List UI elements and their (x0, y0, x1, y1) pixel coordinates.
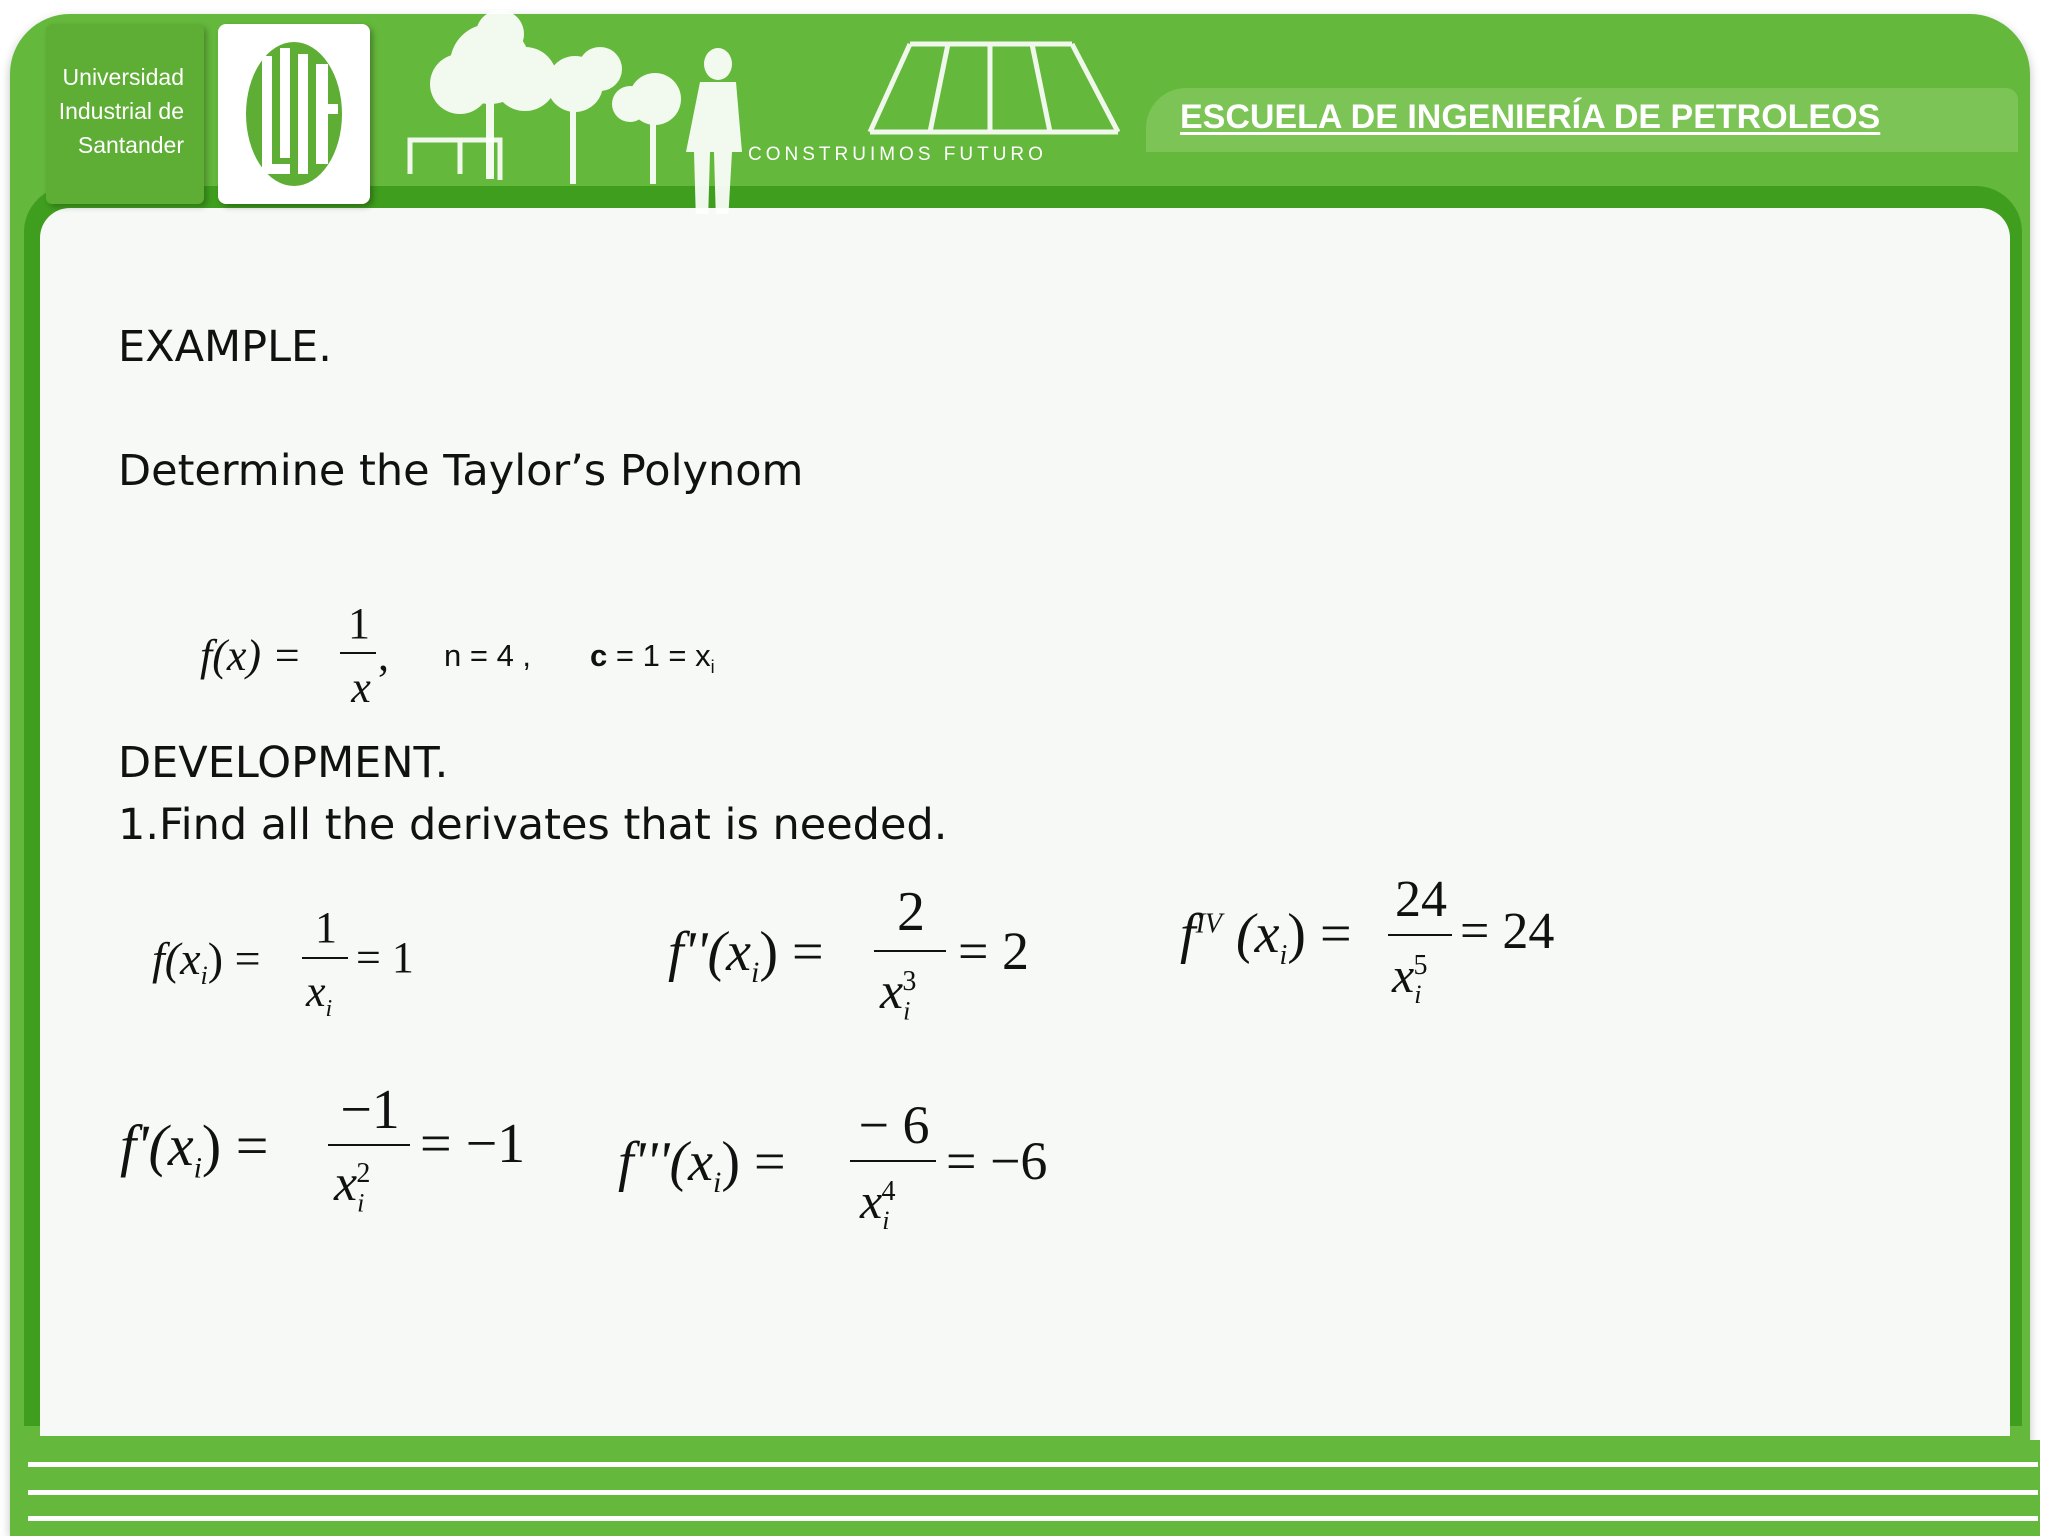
eq-f3-lhs: f'''(x (618, 1131, 713, 1193)
eq-f2-den-sub: i (903, 996, 911, 1026)
condition-c (590, 638, 715, 678)
function-definition-fraction-bar (340, 652, 376, 654)
eq-f1-den-sub: i (357, 1188, 365, 1218)
eq-f0-fraction-bar (302, 957, 348, 959)
eq-f0-denominator: x (306, 967, 326, 1016)
eq-f4-numerator: 24 (1395, 871, 1447, 928)
function-definition-lhs: f(x) = (200, 631, 302, 680)
eq-f2-result: = 2 (958, 921, 1029, 981)
eq-f4-fraction-bar (1388, 934, 1452, 936)
university-name-line-1: Universidad (62, 64, 184, 90)
eq-f4-lhs-mid: (x (1222, 903, 1280, 965)
eq-f3-lhs-sub: i (713, 1166, 722, 1200)
footer-stripe-1 (28, 1462, 2038, 1467)
uis-emblem (218, 24, 370, 204)
eq-f1-result: = −1 (420, 1113, 526, 1175)
eq-f3-lhs-end: ) = (721, 1131, 786, 1193)
eq-f0-numerator: 1 (315, 903, 337, 952)
eq-f0-result: = 1 (356, 933, 414, 982)
step-1-text: 1.Find all the derivates that is needed. (118, 800, 948, 850)
eq-f4-lhs-sup: IV (1195, 908, 1222, 940)
eq-f3-result: = −6 (946, 1131, 1048, 1191)
eq-f2-lhs-end: ) = (759, 921, 824, 983)
eq-f1-lhs-end: ) = (201, 1113, 269, 1178)
problem-statement: Determine the Taylor’s Polynom (118, 446, 804, 496)
eq-f2-den-exp: 3 (902, 965, 917, 997)
eq-f4-lhs: f (1180, 903, 1196, 965)
development-heading: DEVELOPMENT. (118, 738, 449, 788)
eq-f2-denominator: x (880, 963, 904, 1020)
eq-f2-lhs: f''(x (668, 921, 752, 983)
function-definition-numerator: 1 (348, 599, 370, 648)
eq-f1-den-exp: 2 (356, 1157, 371, 1189)
university-name-line-2: Industrial de (58, 98, 184, 124)
eq-f1-lhs: f'(x (120, 1113, 194, 1178)
eq-f4-result: = 24 (1460, 903, 1555, 960)
eq-f2-lhs-sub: i (751, 956, 760, 990)
eq-f0-lhs: f(x (152, 933, 201, 984)
footer-band (10, 1440, 2040, 1536)
eq-f3-den-sub: i (882, 1206, 890, 1235)
tagline: CONSTRUIMOS FUTURO (748, 144, 1047, 165)
eq-f4-den-sub: i (1414, 980, 1422, 1009)
eq-f0-lhs-end: ) = (207, 933, 261, 984)
eq-f4-lhs-sub: i (1279, 940, 1288, 972)
eq-f1-lhs-sub: i (193, 1151, 202, 1185)
eq-f1-numerator: −1 (340, 1079, 400, 1141)
example-heading: EXAMPLE. (118, 322, 332, 372)
eq-f3-numerator: − 6 (858, 1095, 930, 1155)
eq-f0-lhs-sub: i (200, 961, 208, 991)
campus-illustration (400, 4, 1120, 214)
eq-f4-denominator: x (1392, 947, 1415, 1003)
eq-f3-fraction-bar (850, 1160, 936, 1162)
footer-stripe-2 (28, 1490, 2038, 1495)
eq-f2-numerator: 2 (897, 881, 925, 943)
uis-emblem-icon (218, 24, 370, 204)
eq-f2-fraction-bar (874, 950, 946, 952)
eq-f3-den-exp: 4 (881, 1176, 896, 1208)
condition-c-subscript: i (710, 657, 715, 678)
university-logo (46, 24, 204, 204)
school-name: ESCUELA DE INGENIERÍA DE PETROLEOS (1180, 98, 1881, 136)
condition-c-value: = 1 = x (607, 638, 711, 673)
eq-f1-denominator: x (334, 1155, 358, 1212)
condition-n: n = 4 , (444, 638, 532, 673)
function-definition-comma: , (378, 631, 389, 680)
condition-c-label: c (590, 638, 608, 673)
footer-stripe-3 (28, 1516, 2038, 1521)
eq-f4-lhs-end: ) = (1287, 903, 1352, 965)
eq-f1-fraction-bar (328, 1144, 410, 1146)
eq-f4-den-exp: 5 (1413, 950, 1428, 982)
eq-f3-denominator: x (860, 1173, 883, 1229)
eq-f0-den-sub: i (325, 995, 333, 1022)
function-definition-denominator: x (351, 663, 371, 712)
university-name-line-3: Santander (77, 132, 184, 158)
